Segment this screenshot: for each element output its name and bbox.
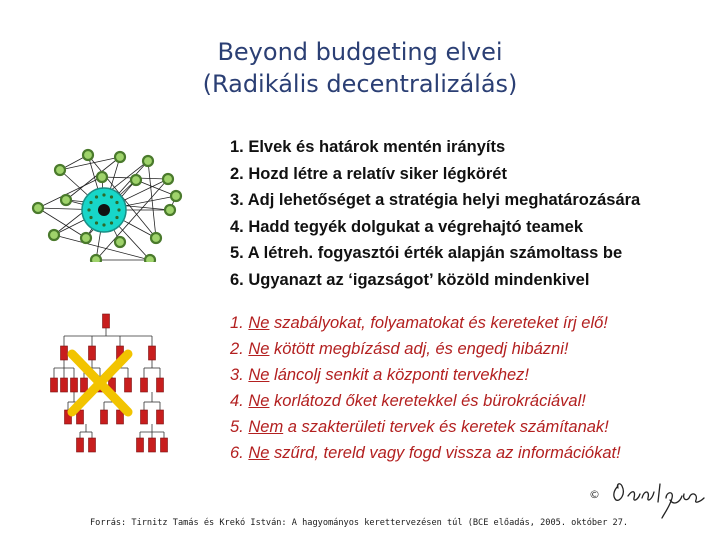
- prohibition-text: korlátozd őket keretekkel és bürokráciával!: [269, 392, 586, 410]
- prohibition-text: a szakterületi tervek és keretek számítanak!: [283, 418, 609, 436]
- org-chart-icon: [44, 306, 184, 466]
- org-box: [61, 346, 68, 360]
- org-box: [77, 438, 84, 452]
- prohibition-text: szűrd, tereld vagy fogd vissza az információkat!: [269, 444, 621, 462]
- org-box: [61, 378, 68, 392]
- network-node: [83, 150, 93, 160]
- network-node: [97, 172, 107, 182]
- org-box: [125, 378, 132, 392]
- slide-title-line-1: Beyond budgeting elvei: [217, 38, 503, 66]
- prohibition-item: [230, 336, 621, 362]
- prohibition-number: 2.: [230, 340, 244, 358]
- network-node: [61, 195, 71, 205]
- org-box: [101, 410, 108, 424]
- org-box: [137, 438, 144, 452]
- prohibition-negation: Ne: [248, 340, 270, 358]
- prohibition-negation: Ne: [248, 392, 270, 410]
- network-node: [171, 191, 181, 201]
- network-node: [115, 237, 125, 247]
- source-footnote: Forrás: Tirnitz Tamás és Krekó István: A hagyományos kerettervezésen túl (BCE előadás, 2005. október 27.: [90, 518, 629, 528]
- org-box: [141, 378, 148, 392]
- org-box: [71, 378, 78, 392]
- prohibition-number: 3.: [230, 366, 244, 384]
- prohibition-number: 4.: [230, 392, 244, 410]
- prohibitions-list: [230, 310, 621, 466]
- principle-item: 5. A létreh. fogyasztói érték alapján számoltass be: [230, 244, 623, 262]
- signature-icon: [604, 472, 710, 522]
- network-node: [55, 165, 65, 175]
- principle-item: 6. Ugyanazt az ‘igazságot’ közöld mindenkivel: [230, 270, 590, 289]
- prohibition-text: szabályokat, folyamatokat és kereteket írj elő!: [269, 314, 608, 332]
- network-node: [165, 205, 175, 215]
- org-box: [161, 438, 168, 452]
- prohibition-item: [230, 362, 621, 388]
- org-box: [89, 346, 96, 360]
- org-box: [157, 410, 164, 424]
- prohibition-item: [230, 414, 621, 440]
- network-node: [81, 233, 91, 243]
- principle-item: 2. Hozd létre a relatív siker légkörét: [230, 164, 507, 183]
- slide-title-line-2: (Radikális decentralizálás): [202, 70, 518, 98]
- prohibition-item: [230, 310, 621, 336]
- prohibition-text: láncolj senkit a központi tervekhez!: [269, 366, 530, 384]
- prohibition-text: kötött megbízásd adj, és engedj hibázni!: [269, 340, 569, 358]
- prohibition-number: 1.: [230, 314, 244, 332]
- principle-item: 4. Hadd tegyék dolgukat a végrehajtó teamek: [230, 217, 584, 236]
- prohibition-negation: Nem: [248, 418, 284, 436]
- network-node: [49, 230, 59, 240]
- org-box: [81, 378, 88, 392]
- network-node: [115, 152, 125, 162]
- org-box: [157, 378, 164, 392]
- network-node: [91, 255, 101, 262]
- network-node: [145, 255, 155, 262]
- network-node: [163, 174, 173, 184]
- slide-title: [0, 36, 720, 100]
- org-box: [141, 410, 148, 424]
- prohibition-number: 5.: [230, 418, 244, 436]
- prohibition-item: [230, 440, 621, 466]
- org-box: [149, 438, 156, 452]
- network-node: [131, 175, 141, 185]
- org-box: [51, 378, 58, 392]
- network-diagram-icon: [28, 140, 188, 262]
- prohibition-negation: Ne: [248, 366, 270, 384]
- network-node: [151, 233, 161, 243]
- org-box: [103, 314, 110, 328]
- org-box: [149, 346, 156, 360]
- principles-list: [230, 134, 640, 293]
- principle-item: 1. Elvek és határok mentén irányíts: [230, 138, 506, 156]
- prohibition-negation: Ne: [248, 314, 270, 332]
- network-node: [143, 156, 153, 166]
- org-box: [89, 438, 96, 452]
- copyright-mark: ©: [589, 488, 600, 501]
- prohibition-item: [230, 388, 621, 414]
- prohibition-number: 6.: [230, 444, 244, 462]
- prohibition-negation: Ne: [248, 444, 270, 462]
- principle-item: 3. Adj lehetőséget a stratégia helyi meghatározására: [230, 191, 641, 209]
- network-node: [33, 203, 43, 213]
